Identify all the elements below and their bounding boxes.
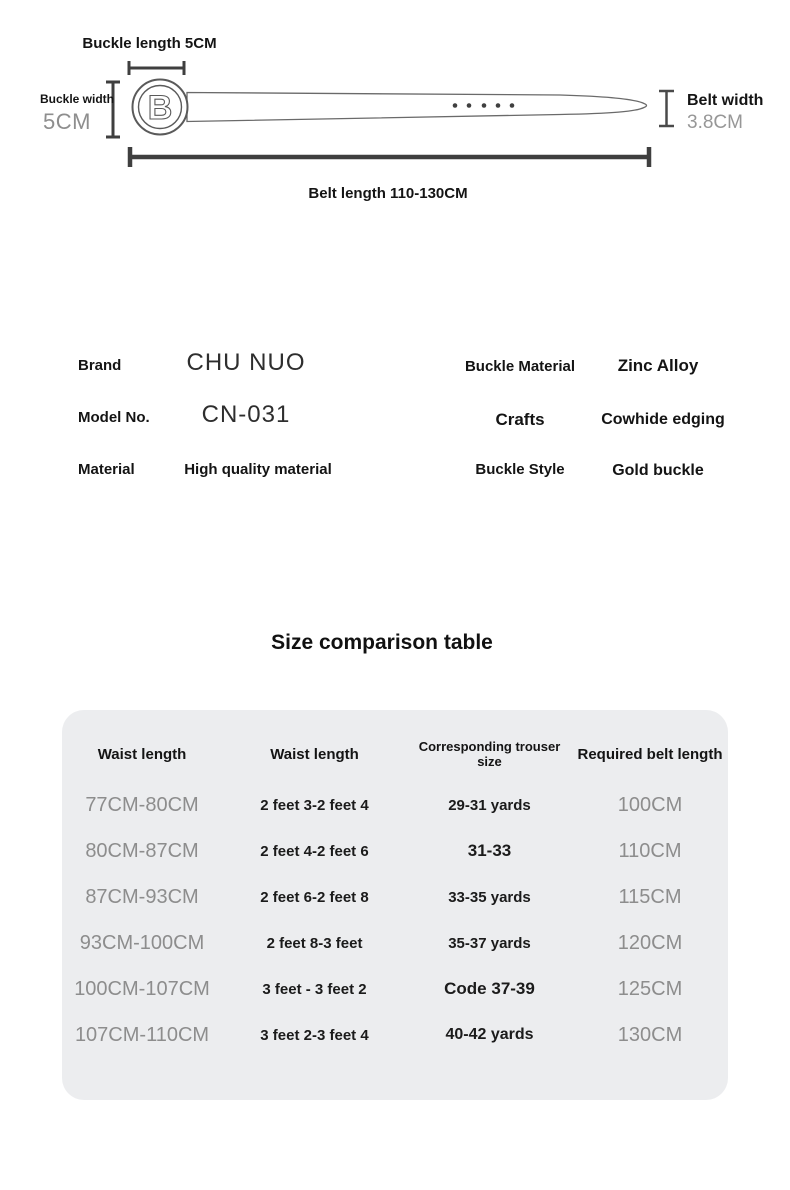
table-row [62, 782, 728, 828]
spec-value-model: CN-031 [201, 401, 291, 428]
table-row [62, 874, 728, 920]
cell-waist-cm: 100CM-107CM [74, 977, 210, 1000]
size-table-title: Size comparison table [271, 631, 493, 654]
cell-waist-feet: 3 feet - 3 feet 2 [262, 980, 367, 998]
cell-waist-feet: 2 feet 4-2 feet 6 [260, 842, 369, 860]
header-trouser-size: Corresponding trouser size [418, 738, 561, 769]
belt-width-label: Belt width [687, 92, 764, 109]
cell-waist-feet: 2 feet 6-2 feet 8 [260, 888, 369, 906]
table-header-row [62, 726, 728, 782]
cell-waist-cm: 93CM-100CM [79, 931, 205, 954]
belt-width-bracket [659, 91, 674, 126]
spec-label-material: Material [78, 461, 135, 478]
spec-label-buckle-material: Buckle Material [464, 358, 576, 375]
belt-strap [187, 93, 647, 122]
cell-belt-len: 115CM [618, 885, 682, 908]
cell-waist-cm: 80CM-87CM [85, 839, 199, 862]
header-waist-length-feet: Waist length [270, 745, 359, 763]
table-row [62, 920, 728, 966]
cell-trouser: 40-42 yards [445, 1026, 534, 1043]
cell-trouser: Code 37-39 [444, 979, 535, 998]
spec-value-crafts: Cowhide edging [601, 411, 725, 428]
cell-belt-len: 120CM [617, 931, 683, 954]
header-required-belt-length: Required belt length [577, 745, 723, 763]
cell-waist-feet: 3 feet 2-3 feet 4 [260, 1026, 369, 1044]
table-row [62, 966, 728, 1012]
cell-belt-len: 125CM [617, 977, 683, 1000]
table-row [62, 828, 728, 874]
spec-label-brand: Brand [78, 357, 122, 374]
belt-width-label-block [687, 92, 763, 134]
spec-value-material: High quality material [184, 461, 332, 478]
cell-trouser: 33-35 yards [448, 888, 531, 906]
cell-belt-len: 110CM [618, 839, 682, 862]
spec-value-brand: CHU NUO [186, 349, 306, 376]
cell-waist-cm: 107CM-110CM [74, 1023, 210, 1046]
cell-trouser: 35-37 yards [448, 934, 531, 952]
cell-belt-len: 100CM [617, 793, 683, 816]
header-waist-length-cm: Waist length [97, 745, 187, 763]
buckle-length-bracket [129, 61, 184, 75]
cell-belt-len: 130CM [617, 1023, 683, 1046]
buckle-length-label: Buckle length 5CM [82, 35, 217, 52]
spec-value-buckle-style: Gold buckle [612, 462, 704, 479]
belt-length-bracket [130, 147, 649, 167]
buckle-width-label-block [40, 92, 114, 135]
cell-waist-cm: 87CM-93CM [85, 885, 199, 908]
belt-length-label: Belt length 110-130CM [308, 185, 468, 202]
spec-label-buckle-style: Buckle Style [475, 461, 565, 478]
belt-width-value: 3.8CM [687, 112, 743, 133]
cell-waist-feet: 2 feet 8-3 feet [266, 934, 363, 952]
table-row [62, 1012, 728, 1058]
buckle-icon [133, 80, 188, 135]
cell-waist-feet: 2 feet 3-2 feet 4 [260, 796, 369, 814]
spec-value-buckle-material: Zinc Alloy [617, 356, 699, 375]
buckle-width-label: Buckle width [40, 92, 115, 106]
buckle-width-value: 5CM [43, 109, 91, 134]
cell-trouser: 29-31 yards [448, 796, 531, 814]
buckle-letter: B [147, 89, 173, 127]
size-comparison-table [62, 710, 728, 1100]
spec-label-model: Model No. [78, 409, 150, 426]
cell-waist-cm: 77CM-80CM [85, 793, 199, 816]
spec-label-crafts: Crafts [495, 410, 545, 429]
cell-trouser: 31-33 [467, 841, 512, 860]
